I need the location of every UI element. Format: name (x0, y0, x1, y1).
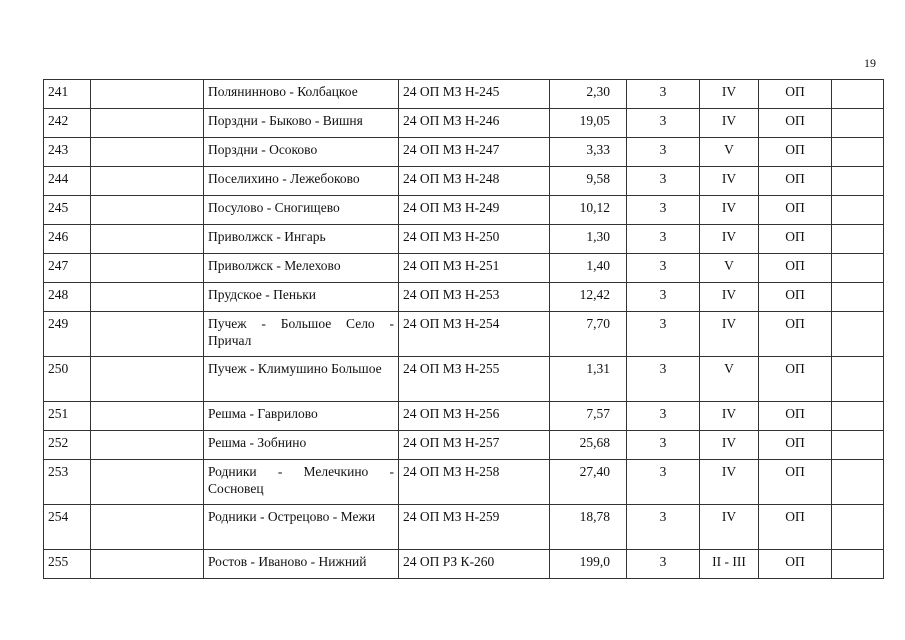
road-code: 24 ОП МЗ Н-257 (399, 431, 550, 460)
empty-cell (832, 505, 884, 550)
row-number: 243 (44, 138, 91, 167)
empty-cell (832, 357, 884, 402)
table-row (44, 80, 884, 109)
road-category: V (700, 254, 759, 283)
lanes-value: 3 (627, 225, 700, 254)
row-number: 247 (44, 254, 91, 283)
road-name: Порздни - Осоково (204, 138, 399, 167)
road-name: Пучеж - Большое Село - Причал (204, 312, 399, 357)
empty-cell (91, 460, 204, 505)
road-name: Посулово - Сногищево (204, 196, 399, 225)
row-number: 252 (44, 431, 91, 460)
table-row (44, 402, 884, 431)
road-code: 24 ОП МЗ Н-259 (399, 505, 550, 550)
ownership: ОП (759, 460, 832, 505)
road-category: IV (700, 505, 759, 550)
empty-cell (91, 312, 204, 357)
road-name: Поселихино - Лежебоково (204, 167, 399, 196)
road-code: 24 ОП МЗ Н-249 (399, 196, 550, 225)
row-number: 251 (44, 402, 91, 431)
row-number: 250 (44, 357, 91, 402)
lanes-value: 3 (627, 254, 700, 283)
road-length: 12,42 (550, 283, 627, 312)
empty-cell (832, 254, 884, 283)
empty-cell (91, 225, 204, 254)
empty-cell (832, 312, 884, 357)
lanes-value: 3 (627, 460, 700, 505)
road-length: 1,40 (550, 254, 627, 283)
road-code: 24 ОП МЗ Н-254 (399, 312, 550, 357)
empty-cell (91, 283, 204, 312)
lanes-value: 3 (627, 283, 700, 312)
lanes-value: 3 (627, 431, 700, 460)
ownership: ОП (759, 505, 832, 550)
road-length: 25,68 (550, 431, 627, 460)
table-row (44, 196, 884, 225)
roads-table (43, 79, 884, 579)
empty-cell (91, 196, 204, 225)
road-name: Родники - Мелечкино - Сосновец (204, 460, 399, 505)
ownership: ОП (759, 431, 832, 460)
table-row (44, 225, 884, 254)
table-row (44, 138, 884, 167)
lanes-value: 3 (627, 357, 700, 402)
row-number: 254 (44, 505, 91, 550)
empty-cell (832, 460, 884, 505)
road-code: 24 ОП МЗ Н-245 (399, 80, 550, 109)
empty-cell (91, 167, 204, 196)
road-length: 2,30 (550, 80, 627, 109)
road-length: 1,31 (550, 357, 627, 402)
road-length: 3,33 (550, 138, 627, 167)
road-length: 18,78 (550, 505, 627, 550)
empty-cell (832, 550, 884, 579)
road-length: 199,0 (550, 550, 627, 579)
row-number: 253 (44, 460, 91, 505)
row-number: 244 (44, 167, 91, 196)
road-category: IV (700, 460, 759, 505)
road-category: IV (700, 109, 759, 138)
lanes-value: 3 (627, 196, 700, 225)
empty-cell (832, 402, 884, 431)
road-code: 24 ОП МЗ Н-251 (399, 254, 550, 283)
ownership: ОП (759, 196, 832, 225)
row-number: 249 (44, 312, 91, 357)
road-length: 19,05 (550, 109, 627, 138)
empty-cell (91, 402, 204, 431)
road-category: II - III (700, 550, 759, 579)
ownership: ОП (759, 283, 832, 312)
table-row (44, 167, 884, 196)
row-number: 255 (44, 550, 91, 579)
empty-cell (832, 80, 884, 109)
road-name: Полянинново - Колбацкое (204, 80, 399, 109)
road-category: IV (700, 196, 759, 225)
empty-cell (91, 505, 204, 550)
ownership: ОП (759, 109, 832, 138)
road-name: Прудское - Пеньки (204, 283, 399, 312)
ownership: ОП (759, 138, 832, 167)
road-name: Порздни - Быково - Вишня (204, 109, 399, 138)
road-name: Ростов - Иваново - Нижний (204, 550, 399, 579)
road-category: V (700, 357, 759, 402)
empty-cell (91, 80, 204, 109)
road-category: IV (700, 431, 759, 460)
road-code: 24 ОП МЗ Н-256 (399, 402, 550, 431)
road-code: 24 ОП МЗ Н-248 (399, 167, 550, 196)
road-name: Решма - Гаврилово (204, 402, 399, 431)
road-length: 7,57 (550, 402, 627, 431)
empty-cell (832, 109, 884, 138)
table-row (44, 550, 884, 579)
lanes-value: 3 (627, 550, 700, 579)
row-number: 241 (44, 80, 91, 109)
table-row (44, 431, 884, 460)
road-code: 24 ОП МЗ Н-246 (399, 109, 550, 138)
lanes-value: 3 (627, 138, 700, 167)
table-row (44, 312, 884, 357)
road-code: 24 ОП МЗ Н-250 (399, 225, 550, 254)
road-code: 24 ОП МЗ Н-253 (399, 283, 550, 312)
lanes-value: 3 (627, 505, 700, 550)
ownership: ОП (759, 357, 832, 402)
lanes-value: 3 (627, 109, 700, 138)
road-category: IV (700, 167, 759, 196)
road-category: IV (700, 402, 759, 431)
row-number: 246 (44, 225, 91, 254)
table-row (44, 254, 884, 283)
road-name: Пучеж - Климушино Большое (204, 357, 399, 402)
empty-cell (91, 254, 204, 283)
road-length: 7,70 (550, 312, 627, 357)
page-number: 19 (864, 56, 876, 70)
lanes-value: 3 (627, 80, 700, 109)
ownership: ОП (759, 225, 832, 254)
table-row (44, 283, 884, 312)
lanes-value: 3 (627, 402, 700, 431)
empty-cell (91, 357, 204, 402)
empty-cell (91, 109, 204, 138)
road-length: 27,40 (550, 460, 627, 505)
road-code: 24 ОП РЗ К-260 (399, 550, 550, 579)
empty-cell (832, 138, 884, 167)
road-code: 24 ОП МЗ Н-255 (399, 357, 550, 402)
road-length: 9,58 (550, 167, 627, 196)
road-code: 24 ОП МЗ Н-247 (399, 138, 550, 167)
road-name: Родники - Острецово - Межи (204, 505, 399, 550)
road-name: Приволжск - Мелехово (204, 254, 399, 283)
road-category: IV (700, 283, 759, 312)
empty-cell (832, 431, 884, 460)
road-length: 10,12 (550, 196, 627, 225)
row-number: 248 (44, 283, 91, 312)
empty-cell (91, 550, 204, 579)
table-row (44, 357, 884, 402)
table-row (44, 505, 884, 550)
ownership: ОП (759, 312, 832, 357)
road-name: Приволжск - Ингарь (204, 225, 399, 254)
empty-cell (832, 167, 884, 196)
empty-cell (832, 196, 884, 225)
empty-cell (832, 225, 884, 254)
ownership: ОП (759, 550, 832, 579)
lanes-value: 3 (627, 167, 700, 196)
road-category: V (700, 138, 759, 167)
road-length: 1,30 (550, 225, 627, 254)
road-category: IV (700, 312, 759, 357)
lanes-value: 3 (627, 312, 700, 357)
ownership: ОП (759, 402, 832, 431)
road-category: IV (700, 80, 759, 109)
road-name: Решма - Зобнино (204, 431, 399, 460)
road-code: 24 ОП МЗ Н-258 (399, 460, 550, 505)
empty-cell (91, 138, 204, 167)
ownership: ОП (759, 167, 832, 196)
empty-cell (832, 283, 884, 312)
empty-cell (91, 431, 204, 460)
ownership: ОП (759, 254, 832, 283)
table-row (44, 109, 884, 138)
row-number: 245 (44, 196, 91, 225)
ownership: ОП (759, 80, 832, 109)
table-row (44, 460, 884, 505)
road-category: IV (700, 225, 759, 254)
row-number: 242 (44, 109, 91, 138)
